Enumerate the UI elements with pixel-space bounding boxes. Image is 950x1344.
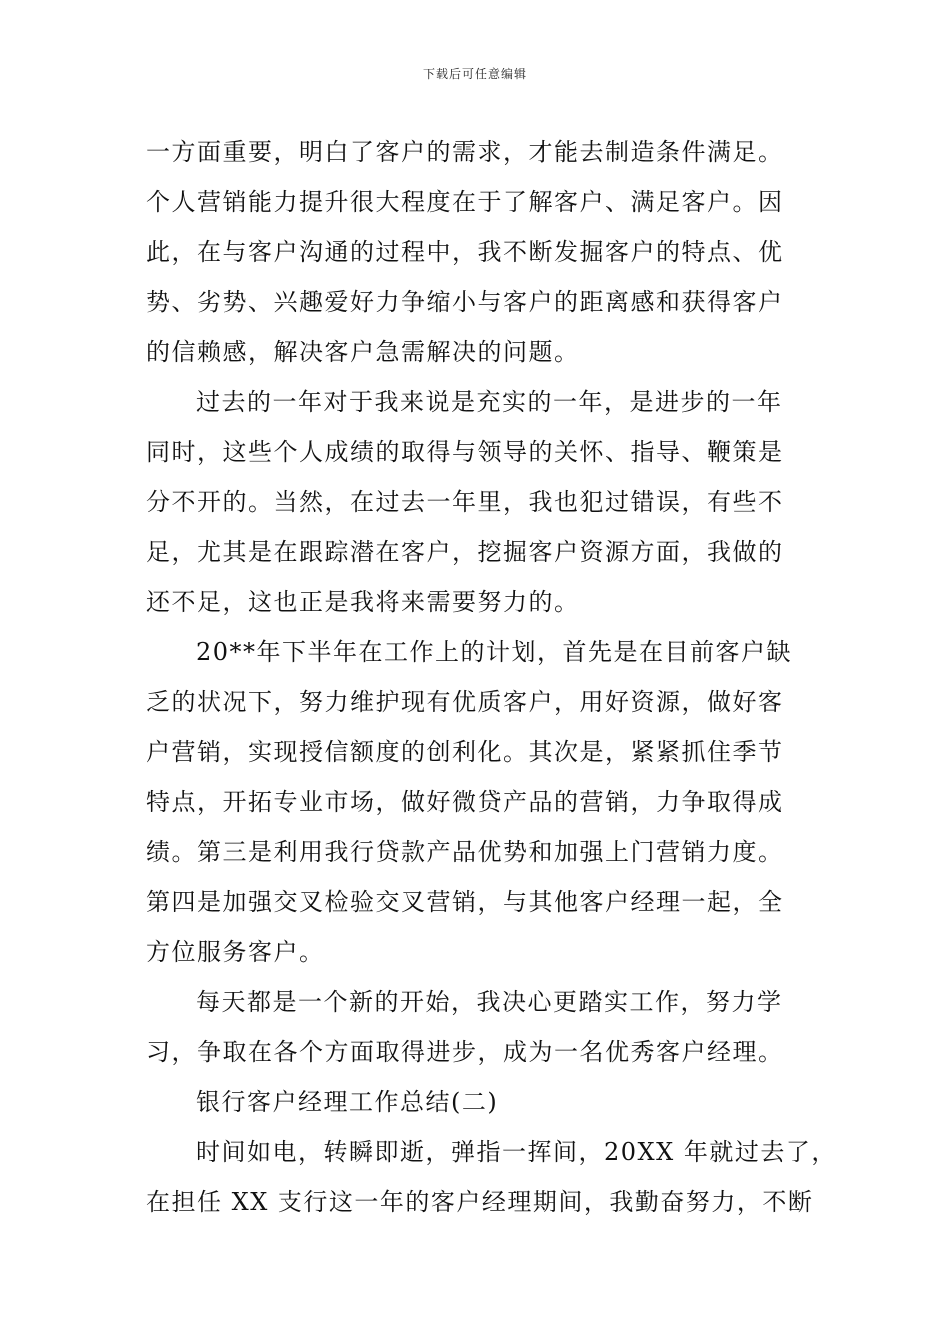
paragraph-start-line: 20**年下半年在工作上的计划，首先是在目前客户缺	[196, 638, 793, 666]
text-line: 乏的状况下，努力维护现有优质客户，用好资源，做好客	[146, 688, 784, 716]
text-line: 的信赖感，解决客户急需解决的问题。	[146, 338, 580, 366]
document-body	[146, 127, 836, 1227]
text-line: 绩。第三是利用我行贷款产品优势和加强上门营销力度。	[146, 838, 784, 866]
text-line: 势、劣势、兴趣爱好力争缩小与客户的距离感和获得客户	[146, 288, 784, 316]
paragraph-start-line: 时间如电，转瞬即逝，弹指一挥间，20XX 年就过去了，	[196, 1138, 837, 1166]
text-line: 第四是加强交叉检验交叉营销，与其他客户经理一起，全	[146, 888, 784, 916]
text-line: 方位服务客户。	[146, 938, 325, 966]
text-line: 足，尤其是在跟踪潜在客户，挖掘客户资源方面，我做的	[146, 538, 784, 566]
header-note: 下载后可任意编辑	[422, 67, 527, 81]
text-line: 个人营销能力提升很大程度在于了解客户、满足客户。因	[146, 188, 784, 216]
text-line: 户营销，实现授信额度的创利化。其次是，紧紧抓住季节	[146, 738, 784, 766]
text-line: 同时，这些个人成绩的取得与领导的关怀、指导、鞭策是	[146, 438, 784, 466]
section-heading: 银行客户经理工作总结(二)	[196, 1088, 499, 1116]
text-line: 此，在与客户沟通的过程中，我不断发掘客户的特点、优	[146, 238, 784, 266]
paragraph-start-line: 过去的一年对于我来说是充实的一年，是进步的一年	[196, 388, 783, 416]
text-line: 一方面重要，明白了客户的需求，才能去制造条件满足。	[146, 138, 784, 166]
text-line: 特点，开拓专业市场，做好微贷产品的营销，力争取得成	[146, 788, 784, 816]
text-line: 还不足，这也正是我将来需要努力的。	[146, 588, 580, 616]
text-line: 在担任 XX 支行这一年的客户经理期间，我勤奋努力，不断	[146, 1188, 814, 1216]
text-line: 分不开的。当然，在过去一年里，我也犯过错误，有些不	[146, 488, 784, 516]
text-line: 习，争取在各个方面取得进步，成为一名优秀客户经理。	[146, 1038, 784, 1066]
paragraph-start-line: 每天都是一个新的开始，我决心更踏实工作，努力学	[196, 988, 783, 1016]
